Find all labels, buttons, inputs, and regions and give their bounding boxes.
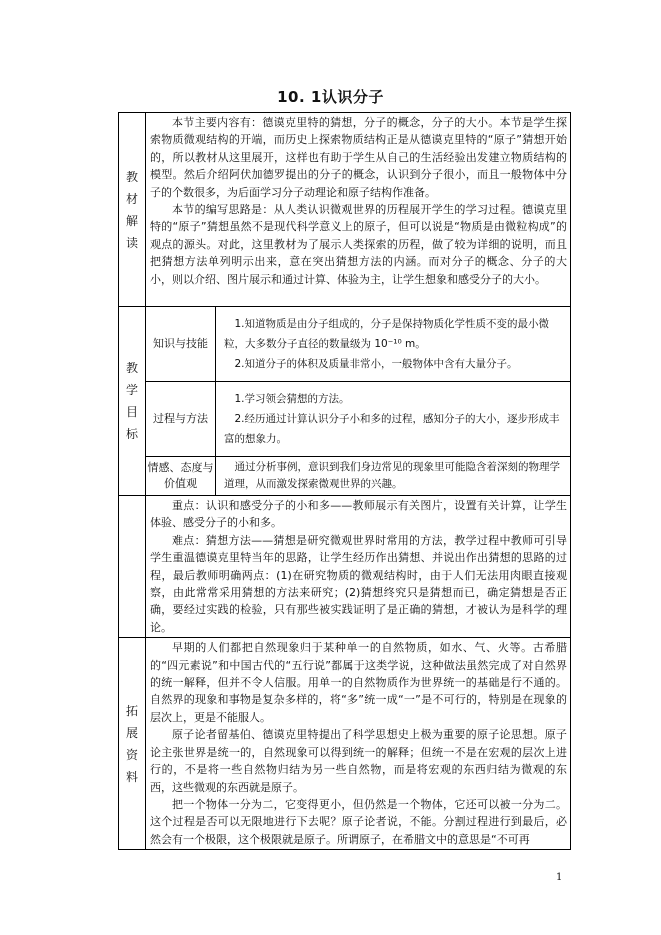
- objective-name: 知识与技能: [146, 307, 216, 382]
- objective-row-attitude: [119, 457, 571, 496]
- objective-content: 1.学习领会猜想的方法。 2.经历通过计算认识分子小和多的过程，感知分子的大小，逐步形成丰富的想象力。: [216, 382, 571, 457]
- paragraph: 原子论者留基伯、德谟克里特提出了科学思想史上极为重要的原子论思想。原子论主张世界是统一的，自然现象可以得到统一的解释；但统一不是在宏观的层次上进行的，不是将一些自然物归结为另一些自然物，而是将宏观的东西归结为微观的东西，这些微观的东西就是原子。: [150, 728, 567, 794]
- paragraph: 早期的人们都把自然现象归于某种单一的自然物质，如水、气、火等。古希腊的“四元素说”和中国古代的“五行说”都属于这类学说，这种做法虽然完成了对自然界的统一解释，但并不令人信服。用单一的自然物质作为世界统一的基础是行不通的。自然界的现象和事物是复杂多样的，将“多”统一成“一”是不可行的，特别是在现象的层次上，更是不能服人。: [150, 641, 567, 724]
- lesson-plan-table: [118, 112, 571, 850]
- textbook-reading-content: [146, 113, 571, 307]
- paragraph: 重点：认识和感受分子的小和多——教师展示有关图片，设置有关计算，让学生体验、感受分子的小和多。: [150, 499, 567, 530]
- extension-row: [119, 638, 571, 850]
- paragraph: 难点：猜想方法——猜想是研究微观世界时常用的方法，教学过程中教师可引导学生重温德谟克里特当年的思路，让学生经历作出猜想、并说出作出猜想的思路的过程，最后教师明确两点：(1)在研究物质的微观结构时，由于人们无法用肉眼直接观察，由此常常采用猜想的方法来研究；(2)猜想终究只是猜想而已，确定猜想是否正确，要经过实践的检验，只有那些被实践证明了是正确的猜想，才被认为是科学的理论。: [150, 533, 567, 634]
- key-points-row: [119, 496, 571, 638]
- textbook-reading-label: 教 材 解 读: [119, 113, 146, 307]
- objective-content: 通过分析事例，意识到我们身边常见的现象里可能隐含着深刻的物理学道理，从而激发探索微观世界的兴趣。: [216, 457, 571, 496]
- objectives-label: 教 学 目 标: [119, 307, 146, 496]
- objective-name: 过程与方法: [146, 382, 216, 457]
- key-points-content: [146, 496, 571, 638]
- objective-row-process: [119, 382, 571, 457]
- extension-content: [146, 638, 571, 850]
- objective-name: 情感、态度与价值观: [146, 457, 216, 496]
- extension-label: 拓 展 资 料: [119, 638, 146, 850]
- textbook-reading-row: [119, 113, 571, 307]
- paragraph: 本节主要内容有：德谟克里特的猜想，分子的概念，分子的大小。本节是学生探索物质微观结构的开端，而历史上探索物质结构正是从德谟克里特的“原子”猜想开始的，所以教材从这里展开，这样也有助于学生从自己的生活经验出发建立物质结构的模型。然后介绍阿伏加德罗提出的分子的概念，认识到分子很小，而且一般物体中分子的个数很多，为后面学习分子动理论和原子结构作准备。: [150, 116, 567, 199]
- objective-row-knowledge: [119, 307, 571, 382]
- objective-content: 1.知道物质是由分子组成的，分子是保持物质化学性质不变的最小微粒，大多数分子直径的数量级为 10⁻¹⁰ m。 2.知道分子的体积及质量非常小，一般物体中含有大量分子。: [216, 307, 571, 382]
- page-title: 10. 1认识分子: [277, 88, 384, 106]
- paragraph: 本节的编写思路是：从人类认识微观世界的历程展开学生的学习过程。德谟克里特的“原子”猜想虽然不是现代科学意义上的原子，但可以说是“物质是由微粒构成”的观点的源头。对此，这里教材为了展示人类探索的历程，做了较为详细的说明，而且把猜想方法单列明示出来，意在突出猜想方法的内涵。而对分子的概念、分子的大小，则以介绍、图片展示和通过计算、体验为主，让学生想象和感受分子的大小。: [150, 203, 567, 286]
- page-number: 1: [556, 872, 563, 883]
- paragraph: 把一个物体一分为二，它变得更小，但仍然是一个物体，它还可以被一分为二。这个过程是否可以无限地进行下去呢？原子论者说，不能。分割过程进行到最后，必然会有一个极限，这个极限就是原子。所谓原子，在希腊文中的意思是“不可再: [150, 797, 567, 846]
- key-points-label: [119, 496, 146, 638]
